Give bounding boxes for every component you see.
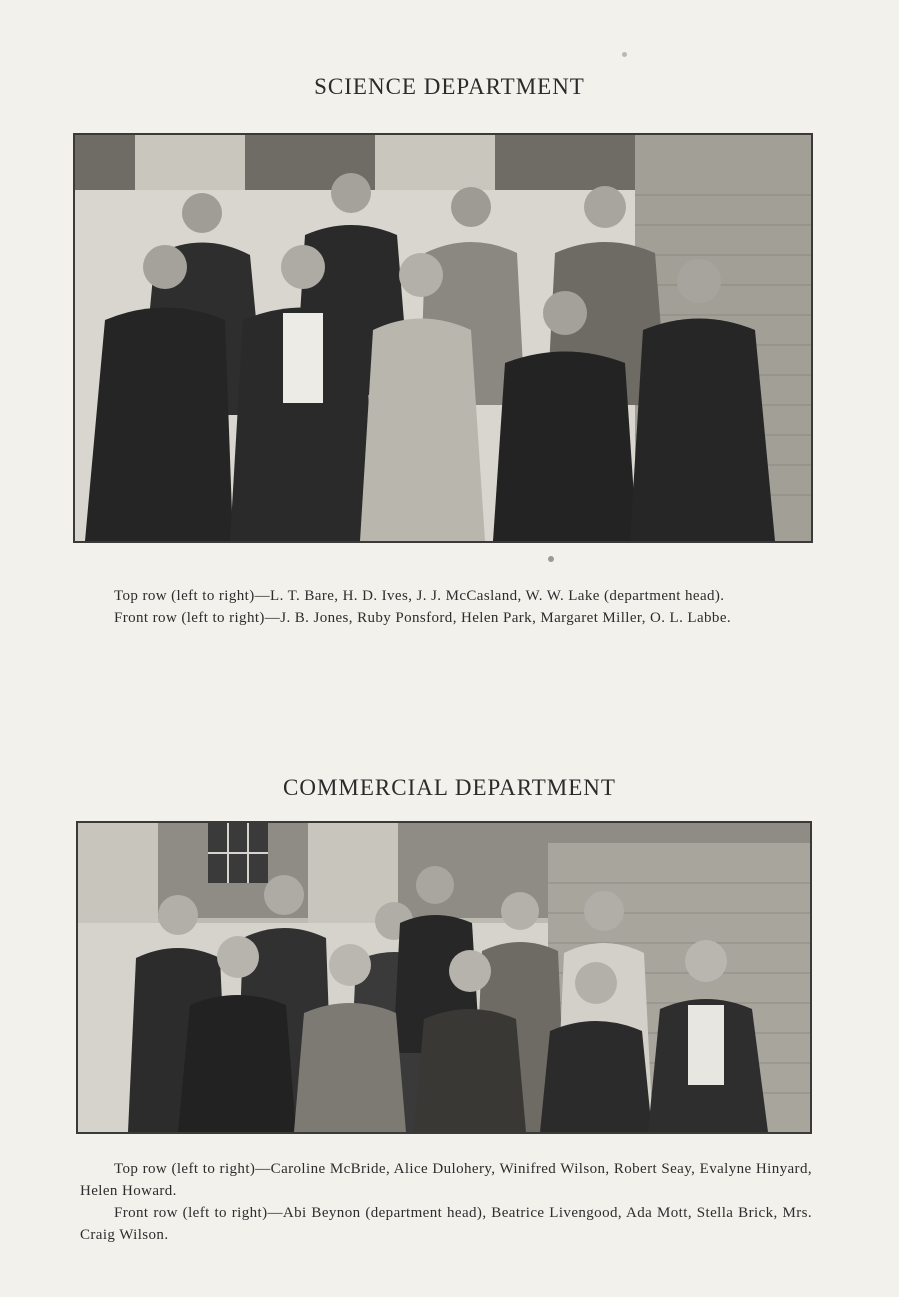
science-photo (73, 133, 813, 543)
science-heading: SCIENCE DEPARTMENT (314, 74, 585, 99)
commercial-photo (76, 821, 812, 1134)
science-caption-front-row: Front row (left to right)—J. B. Jones, Ruby Ponsford, Helen Park, Margaret Miller, O. L. Labbe. (114, 610, 732, 626)
commercial-caption-front-row: Front row (left to right)—Abi Beynon (department head), Beatrice Livengood, Ada Mott, Stella Brick, Mrs. Craig Wilson. (80, 1205, 812, 1243)
science-caption-top-row: Top row (left to right)—L. T. Bare, H. D. Ives, J. J. McCasland, W. W. Lake (department head). (114, 588, 725, 604)
science-caption (80, 585, 812, 629)
commercial-caption-top-row: Top row (left to right)—Caroline McBride, Alice Dulohery, Winifred Wilson, Robert Seay, Evalyne Hinyard, Helen Howard. (80, 1161, 812, 1199)
paper-speck (622, 52, 627, 57)
commercial-photo-image (78, 823, 810, 1132)
commercial-heading: COMMERCIAL DEPARTMENT (283, 775, 616, 800)
commercial-caption (80, 1158, 812, 1246)
paper-speck (548, 556, 554, 562)
science-photo-image (75, 135, 811, 541)
